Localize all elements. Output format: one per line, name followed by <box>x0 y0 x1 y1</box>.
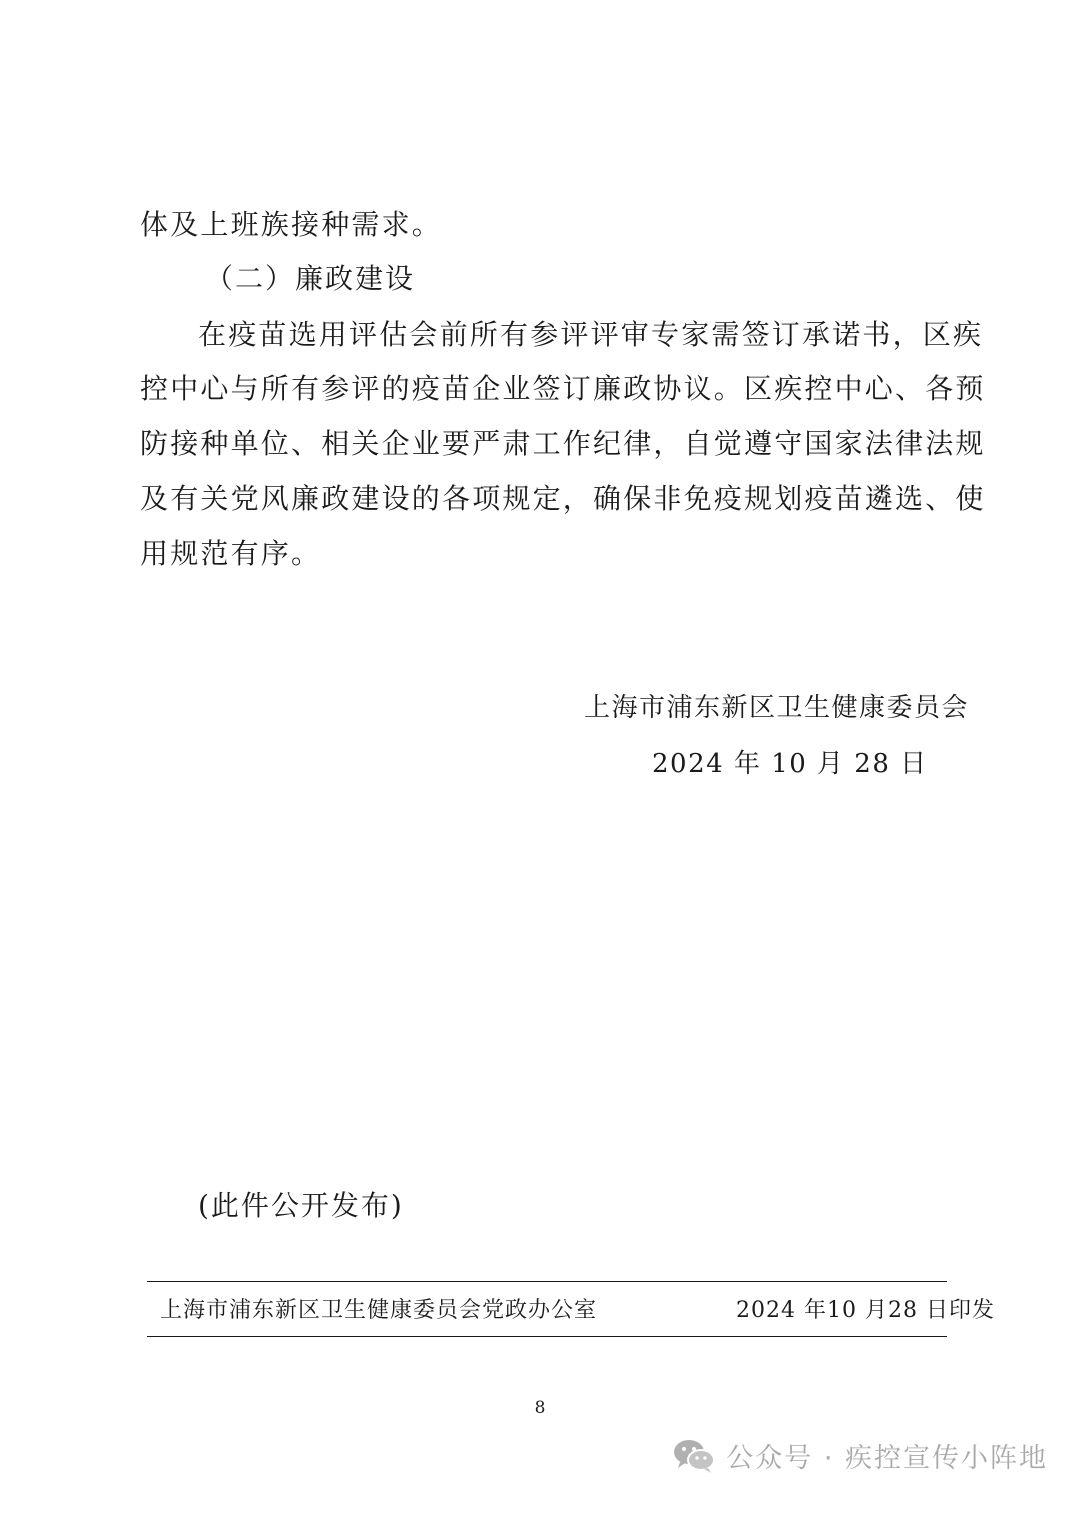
footer-bottom-rule <box>147 1336 947 1337</box>
section-heading: （二）廉政建设 <box>205 262 416 295</box>
signature-date: 2024 年 10 月 28 日 <box>652 749 928 779</box>
publication-note: (此件公开发布) <box>198 1189 404 1222</box>
footer-issuer: 上海市浦东新区卫生健康委员会党政办公室 <box>160 1298 598 1323</box>
footer-top-rule <box>147 1281 947 1282</box>
body-line: 及有关党风廉政建设的各项规定，确保非免疫规划疫苗遴选、使 <box>140 482 986 515</box>
wechat-icon <box>672 1438 716 1474</box>
page-number: 8 <box>534 1398 546 1418</box>
watermark-text: 公众号 · 疾控宣传小阵地 <box>726 1443 1048 1474</box>
body-line: 用规范有序。 <box>140 537 322 570</box>
footer-issue-date: 2024 年10 月28 日印发 <box>736 1298 995 1323</box>
body-line: 在疫苗选用评估会前所有参评评审专家需签订承诺书，区疾 <box>198 318 984 351</box>
body-line: 控中心与所有参评的疫苗企业签订廉政协议。区疾控中心、各预 <box>140 372 986 405</box>
body-line: 防接种单位、相关企业要严肃工作纪律，自觉遵守国家法律法规 <box>140 427 986 460</box>
paragraph-end-line: 体及上班族接种需求。 <box>140 208 443 241</box>
watermark <box>672 1436 1048 1475</box>
signature-org: 上海市浦东新区卫生健康委员会 <box>584 693 970 723</box>
